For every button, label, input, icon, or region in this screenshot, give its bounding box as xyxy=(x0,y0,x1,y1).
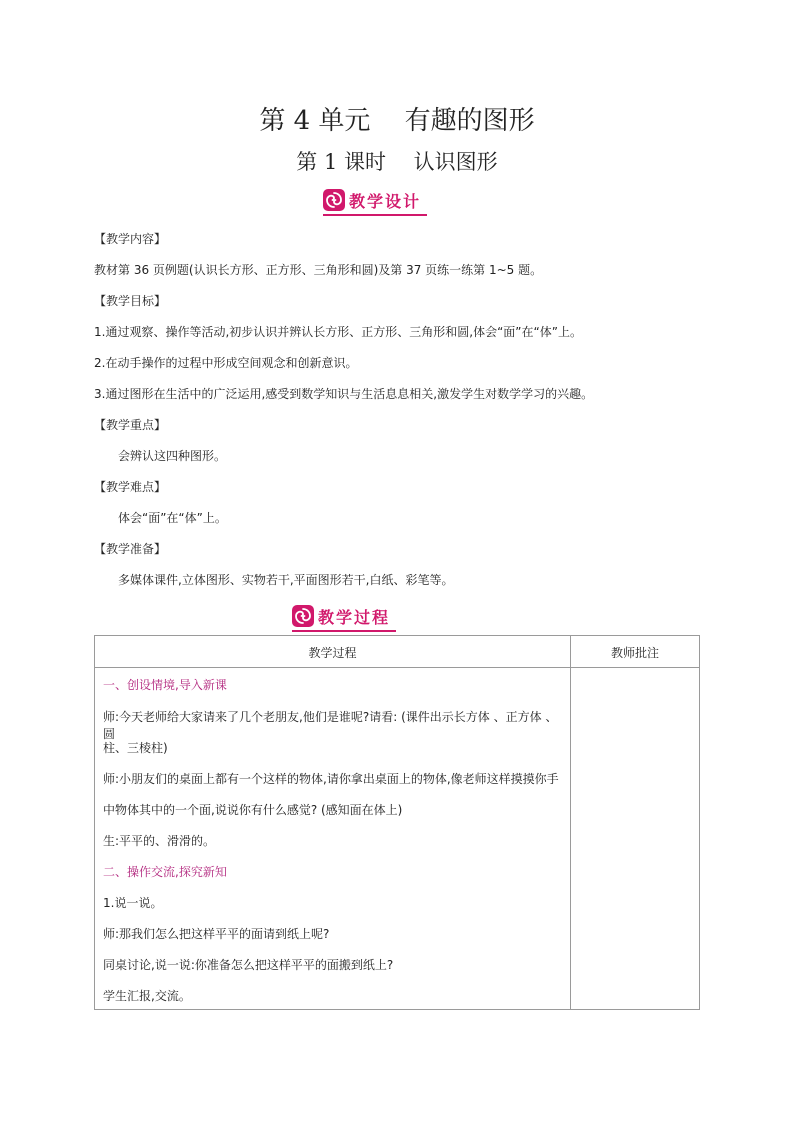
design-banner xyxy=(323,188,421,212)
goal-item-3: 3.通过图形在生活中的广泛运用,感受到数学知识与生活息息相关,激发学生对数学学习的兴趣。 xyxy=(94,387,594,401)
table-row: 师:小朋友们的桌面上都有一个这样的物体,请你拿出桌面上的物体,像老师这样摸摸你手 xyxy=(103,772,559,786)
swirl-logo-icon xyxy=(292,605,314,627)
design-banner-label: 教学设计 xyxy=(349,191,422,211)
table-row: 中物体其中的一个面,说说你有什么感觉? (感知面在体上) xyxy=(103,803,403,817)
process-banner-underline xyxy=(292,630,396,632)
table-header-divider xyxy=(95,667,699,668)
table-row-section-heading: 二、操作交流,探究新知 xyxy=(103,865,227,879)
focus-label: 【教学重点】 xyxy=(94,418,167,432)
content-text: 教材第 36 页例题(认识长方形、正方形、三角形和圆)及第 37 页练一练第 1~5 题。 xyxy=(94,263,543,277)
process-banner-label: 教学过程 xyxy=(318,607,391,627)
table-header-process: 教学过程 xyxy=(308,646,357,660)
design-banner-underline xyxy=(323,214,427,216)
table-row: 师:今天老师给大家请来了几个老朋友,他们是谁呢?请看: (课件出示长方体 、正方体 、圆 xyxy=(103,710,558,741)
prep-label: 【教学准备】 xyxy=(94,542,167,556)
table-header-notes: 教师批注 xyxy=(610,646,659,660)
table-column-divider xyxy=(570,636,571,1009)
prep-text: 多媒体课件,立体图形、实物若干,平面图形若干,白纸、彩笔等。 xyxy=(118,573,454,587)
unit-title: 第 4 单元 有趣的图形 xyxy=(259,106,535,136)
table-row: 师:那我们怎么把这样平平的面请到纸上呢? xyxy=(103,927,330,941)
process-banner xyxy=(292,604,390,628)
focus-text: 会辨认这四种图形。 xyxy=(118,449,227,463)
goal-item-2: 2.在动手操作的过程中形成空间观念和创新意识。 xyxy=(94,356,358,370)
difficulty-label: 【教学难点】 xyxy=(94,480,167,494)
goal-item-1: 1.通过观察、操作等活动,初步认识并辨认长方形、正方形、三角形和圆,体会“面”在“体”上。 xyxy=(94,325,582,339)
swirl-logo-icon xyxy=(323,189,345,211)
table-row: 柱、三棱柱) xyxy=(103,741,168,755)
table-row-section-heading: 一、创设情境,导入新课 xyxy=(103,678,227,692)
lesson-title: 第 1 课时 认识图形 xyxy=(296,150,498,174)
difficulty-text: 体会“面”在“体”上。 xyxy=(118,511,227,525)
process-table xyxy=(94,635,700,1010)
table-row: 生:平平的、滑滑的。 xyxy=(103,834,216,848)
content-label: 【教学内容】 xyxy=(94,232,167,246)
table-row: 学生汇报,交流。 xyxy=(103,989,191,1003)
table-row: 同桌讨论,说一说:你准备怎么把这样平平的面搬到纸上? xyxy=(103,958,394,972)
goals-label: 【教学目标】 xyxy=(94,294,167,308)
table-row: 1.说一说。 xyxy=(103,896,163,910)
